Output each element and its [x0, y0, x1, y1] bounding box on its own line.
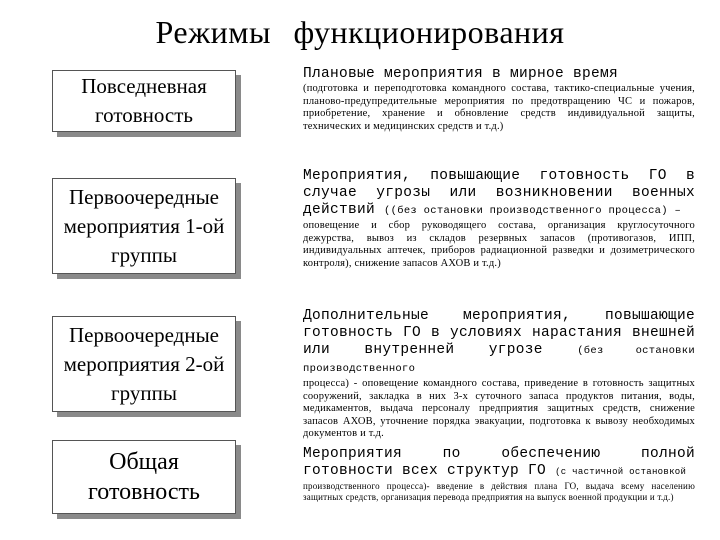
mode-box-daily-readiness — [52, 70, 236, 132]
mode-heading-wrap — [303, 168, 695, 220]
mode-label: Первоочередные мероприятия 1-ой группы — [63, 184, 225, 267]
mode-heading-note: (с частичной остановкой — [555, 467, 687, 477]
mode-box-priority-group-2 — [52, 316, 236, 412]
mode-heading-note: (без остановки производственного — [303, 345, 695, 375]
mode-heading: Мероприятия, повышающие готовность ГО в случае угрозы или возникновении военных действий — [303, 168, 695, 218]
mode-details: (подготовка и переподготовка командного состава, тактико-специальные учения, планово-предупредительные мероприятия по предотвращению ЧС и пожаров, приобретение, хранение и обновление средств индивидуальной защиты, технических и медицинских средств и т.д.) — [303, 83, 695, 132]
mode-heading-note: ((без остановки производственного процесса) – — [384, 205, 682, 217]
mode-box-general-readiness — [52, 440, 236, 514]
mode-heading-wrap — [303, 308, 695, 378]
mode-heading: Мероприятия по обеспечению полной готовности всех структур ГО — [303, 446, 695, 479]
mode-details: производственного процесса)- введение в действия плана ГО, выдача всему населению защитных средств, организация перевода предприятия на выпуск военной продукции и т.д.) — [303, 481, 695, 502]
mode-label: Повседневная готовность — [81, 74, 207, 127]
mode-details: процесса) - оповещение командного состава, приведение в готовность защитных сооружений, закладка в них 3-х суточного запаса продуктов питания, воды, медикаментов, выдача персоналу предприятия защитных средств, снижение запасов АХОВ, уточнение порядка эвакуации, подготовка к вывозу необходимых документов и т.д. — [303, 378, 695, 439]
mode-heading: Дополнительные мероприятия, повышающие готовность ГО в условиях нарастания внешней или внутренней угрозе — [303, 308, 695, 358]
mode-description-daily-readiness — [303, 66, 695, 133]
mode-description-general-readiness — [303, 446, 695, 503]
mode-heading-wrap — [303, 446, 695, 481]
mode-details: оповещение и сбор руководящего состава, организация круглосуточного дежурства, вывоз из складов резервных запасов (противогазов, ИПП, индивидуальных аптечек, приборов радиационной разведки и дозиметрического контроля), снижение запасов АХОВ и т.д.) — [303, 220, 695, 269]
mode-description-priority-group-2 — [303, 308, 695, 441]
mode-label: Общая готовность — [88, 449, 200, 505]
mode-box-priority-group-1 — [52, 178, 236, 274]
page-title: Режимы функционирования — [155, 14, 565, 50]
mode-label: Первоочередные мероприятия 2-ой группы — [63, 322, 225, 405]
mode-description-priority-group-1 — [303, 168, 695, 270]
mode-heading: Плановые мероприятия в мирное время — [303, 66, 619, 82]
